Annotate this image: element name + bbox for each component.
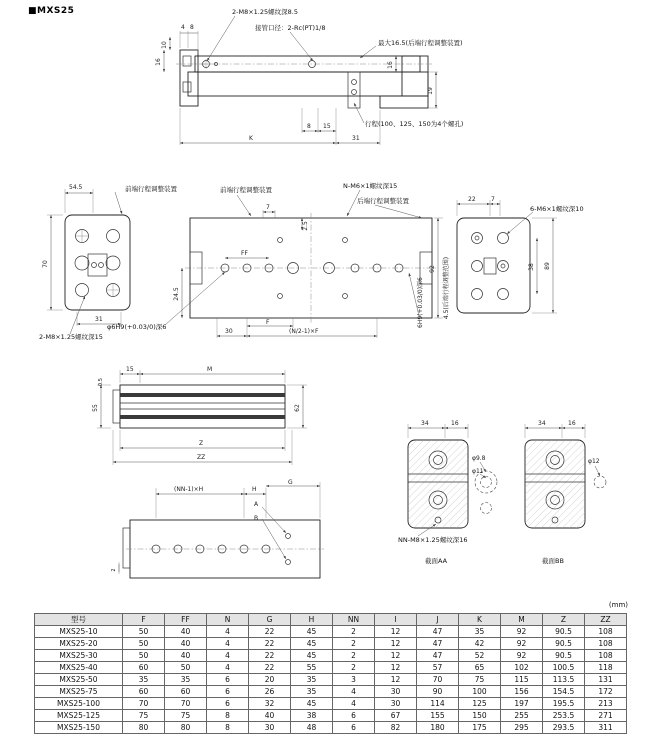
dim-38: 38 xyxy=(528,263,535,271)
dim-cell: 48 xyxy=(291,722,333,734)
dia-9-8-label: φ9.8 xyxy=(472,455,486,462)
dimension-table-body xyxy=(35,626,627,734)
dim-cell: 75 xyxy=(165,710,207,722)
section-mark-A: A xyxy=(254,501,259,508)
table-row xyxy=(35,710,627,722)
dim-70: 70 xyxy=(42,260,49,268)
dim-cell: 47 xyxy=(417,650,459,662)
dim-cell: 50 xyxy=(123,650,165,662)
column-header: G xyxy=(249,614,291,626)
column-header: 型号 xyxy=(35,614,123,626)
dim-62: 62 xyxy=(294,404,301,412)
dim-cell: 30 xyxy=(375,698,417,710)
dim-cell: 2 xyxy=(333,650,375,662)
dim-cell: 102 xyxy=(501,662,543,674)
dim-cell: 30 xyxy=(375,686,417,698)
dim-cell: 50 xyxy=(123,638,165,650)
model-cell: MXS25-150 xyxy=(35,722,123,734)
dim-cell: 108 xyxy=(585,650,627,662)
dim-pitch-H: (NN-1)×H xyxy=(174,486,204,493)
dim-cell: 22 xyxy=(249,650,291,662)
dim-16-right: 16 xyxy=(387,61,394,69)
dim-cell: 80 xyxy=(123,722,165,734)
dim-cell: 45 xyxy=(291,698,333,710)
dim-cell: 100.5 xyxy=(543,662,585,674)
units-label: (mm) xyxy=(608,601,628,609)
side-view-drawing xyxy=(85,362,330,477)
dowel-hole-note-right: 6H9(+0.03/0)深6 xyxy=(417,277,424,328)
dim-cell: 180 xyxy=(417,722,459,734)
dim-cell: 92 xyxy=(501,650,543,662)
top-view-leaders xyxy=(207,16,376,123)
dim-54-5: 54.5 xyxy=(69,184,83,191)
dim-cell: 22 xyxy=(249,626,291,638)
dim-2-5: 2.5 xyxy=(302,221,309,231)
dia-12-label: φ12 xyxy=(588,458,600,465)
dim-cell: 115 xyxy=(501,674,543,686)
table-row xyxy=(35,626,627,638)
dim-cell: 8 xyxy=(207,710,249,722)
left-end-view-dimensions xyxy=(47,189,122,334)
model-cell: MXS25-75 xyxy=(35,686,123,698)
plan-view-body xyxy=(185,213,437,323)
annotation-port: 接管口径：2-Rc(PT)1/8 xyxy=(255,24,326,32)
column-header: N xyxy=(207,614,249,626)
model-cell: MXS25-125 xyxy=(35,710,123,722)
column-header: K xyxy=(459,614,501,626)
dim-22: 22 xyxy=(468,196,476,203)
dim-ZZ: ZZ xyxy=(197,454,206,461)
dim-92: 92 xyxy=(429,265,436,273)
page-title: ■MXS25 xyxy=(28,6,75,16)
dim-cell: 154.5 xyxy=(543,686,585,698)
plan-view-dimensions xyxy=(165,190,443,338)
section-aa xyxy=(408,440,468,528)
cross-sections-drawing xyxy=(388,412,643,597)
dim-cell: 70 xyxy=(123,698,165,710)
column-header: NN xyxy=(333,614,375,626)
dim-cell: 108 xyxy=(585,638,627,650)
dim-cell: 40 xyxy=(165,626,207,638)
dim-cell: 6 xyxy=(333,722,375,734)
dim-89: 89 xyxy=(544,262,551,270)
dim-cell: 155 xyxy=(417,710,459,722)
dim-31: 31 xyxy=(95,316,103,323)
dim-cell: 4 xyxy=(333,698,375,710)
dim-34-aa: 34 xyxy=(421,420,429,427)
dim-cell: 4 xyxy=(207,650,249,662)
plan-front-adjuster-label: 前端行程调整装置 xyxy=(220,186,272,194)
dim-15-side: 15 xyxy=(126,366,134,373)
table-row xyxy=(35,698,627,710)
section-aa-thread-note: NN-M8×1.25螺纹深16 xyxy=(398,536,468,544)
rear-adjust-range-note: 4.5(后端行程调整范围) xyxy=(443,256,450,320)
dim-cell: 213 xyxy=(585,698,627,710)
dim-15: 15 xyxy=(323,123,331,130)
dim-19: 19 xyxy=(427,87,434,95)
dim-M: M xyxy=(207,366,213,373)
dim-cell: 45 xyxy=(291,650,333,662)
plan-rear-adjuster-label: 后端行程调整装置 xyxy=(357,197,409,205)
dim-cell: 45 xyxy=(291,626,333,638)
dim-cell: 42 xyxy=(459,638,501,650)
dim-cell: 172 xyxy=(585,686,627,698)
dim-cell: 52 xyxy=(459,650,501,662)
dim-cell: 60 xyxy=(123,686,165,698)
dim-cell: 12 xyxy=(375,650,417,662)
dim-cell: 100 xyxy=(459,686,501,698)
dim-cell: 197 xyxy=(501,698,543,710)
dim-cell: 6 xyxy=(207,674,249,686)
dim-F: F xyxy=(266,319,270,326)
dim-cell: 26 xyxy=(249,686,291,698)
model-cell: MXS25-40 xyxy=(35,662,123,674)
dim-cell: 75 xyxy=(459,674,501,686)
annotation-stroke-holes: 行程(100、125、150为4个螺孔) xyxy=(365,120,464,128)
dim-16-aa: 16 xyxy=(451,420,459,427)
column-header: FF xyxy=(165,614,207,626)
dim-24-5: 24.5 xyxy=(173,287,180,301)
dim-cell: 55 xyxy=(291,662,333,674)
dim-8-bottom: 8 xyxy=(307,123,311,130)
dim-cell: 311 xyxy=(585,722,627,734)
table-row xyxy=(35,722,627,734)
table-row xyxy=(35,638,627,650)
column-header: ZZ xyxy=(585,614,627,626)
dim-cell: 60 xyxy=(165,686,207,698)
dimension-table xyxy=(34,613,627,734)
table-row xyxy=(35,650,627,662)
dim-cell: 113.5 xyxy=(543,674,585,686)
dim-G: G xyxy=(288,479,293,486)
dim-cell: 2 xyxy=(333,662,375,674)
dowel-hole-note: φ6H9(+0.03/0)深6 xyxy=(107,323,167,331)
model-cell: MXS25-30 xyxy=(35,650,123,662)
left-view-thread-note: 2-M8×1.25螺纹深15 xyxy=(39,333,103,341)
column-header: F xyxy=(123,614,165,626)
dim-cell: 40 xyxy=(165,650,207,662)
dim-cell: 150 xyxy=(459,710,501,722)
dim-4: 4 xyxy=(181,24,185,31)
dim-cell: 38 xyxy=(291,710,333,722)
plan-view-drawing xyxy=(25,178,635,358)
dim-cell: 4 xyxy=(333,686,375,698)
top-view-drawing xyxy=(140,4,480,164)
dim-cell: 35 xyxy=(459,626,501,638)
dim-cell: 45 xyxy=(291,638,333,650)
dim-cell: 22 xyxy=(249,662,291,674)
annotation-thread: 2-M8×1.25螺纹深8.5 xyxy=(232,8,298,16)
dim-cell: 92 xyxy=(501,626,543,638)
table-row xyxy=(35,686,627,698)
dim-cell: 293.5 xyxy=(543,722,585,734)
dim-cell: 6 xyxy=(207,698,249,710)
dim-cell: 118 xyxy=(585,662,627,674)
dim-cell: 271 xyxy=(585,710,627,722)
dim-cell: 12 xyxy=(375,662,417,674)
annotation-max-stroke-adjuster: 最大16.5(后端行程调整装置) xyxy=(378,39,463,47)
dim-cell: 35 xyxy=(123,674,165,686)
front-adjuster-label: 前端行程调整装置 xyxy=(125,185,177,193)
column-header: H xyxy=(291,614,333,626)
dim-cell: 195.5 xyxy=(543,698,585,710)
dim-8-top: 8 xyxy=(190,24,194,31)
dim-16-left: 16 xyxy=(155,58,162,66)
dim-Z: Z xyxy=(199,440,204,447)
dim-cell: 12 xyxy=(375,626,417,638)
dim-cell: 35 xyxy=(291,686,333,698)
section-aa-caption: 截面AA xyxy=(425,557,448,565)
dim-cell: 12 xyxy=(375,638,417,650)
section-bb-caption: 截面BB xyxy=(542,557,564,565)
dim-cell: 47 xyxy=(417,626,459,638)
section-mark-B: B xyxy=(254,515,259,522)
dim-cell: 92 xyxy=(501,638,543,650)
dim-55: 55 xyxy=(92,404,99,412)
dim-34-bb: 34 xyxy=(538,420,546,427)
dim-cell: 60 xyxy=(123,662,165,674)
dim-30: 30 xyxy=(225,328,233,335)
dim-cell: 35 xyxy=(165,674,207,686)
plan-thread-note: N-M6×1螺纹深15 xyxy=(343,182,398,190)
dim-cell: 67 xyxy=(375,710,417,722)
dim-cell: 8 xyxy=(207,722,249,734)
dim-cell: 20 xyxy=(249,674,291,686)
dim-7-plan: 7 xyxy=(266,204,270,211)
table-row xyxy=(35,674,627,686)
bottom-view-drawing xyxy=(108,478,343,596)
dim-cell: 175 xyxy=(459,722,501,734)
model-cell: MXS25-20 xyxy=(35,638,123,650)
dim-cell: 70 xyxy=(417,674,459,686)
dim-cell: 90 xyxy=(417,686,459,698)
dim-cell: 156 xyxy=(501,686,543,698)
dim-cell: 22 xyxy=(249,638,291,650)
dim-H: H xyxy=(252,486,257,493)
dim-7-right-view: 7 xyxy=(491,196,495,203)
dim-2: 2 xyxy=(111,568,117,572)
dim-cell: 2 xyxy=(333,638,375,650)
dim-cell: 40 xyxy=(165,638,207,650)
dim-cell: 80 xyxy=(165,722,207,734)
column-header: M xyxy=(501,614,543,626)
column-header: J xyxy=(417,614,459,626)
section-bb xyxy=(525,440,585,528)
bottom-view-body xyxy=(123,520,324,578)
dim-cell: 90.5 xyxy=(543,626,585,638)
dim-0-5: 0.5 xyxy=(98,378,104,386)
dim-cell: 131 xyxy=(585,674,627,686)
dim-cell: 30 xyxy=(249,722,291,734)
dim-cell: 114 xyxy=(417,698,459,710)
dim-16-bb: 16 xyxy=(568,420,576,427)
dim-cell: 12 xyxy=(375,674,417,686)
dim-cell: 253.5 xyxy=(543,710,585,722)
dim-cell: 4 xyxy=(207,638,249,650)
dim-cell: 2 xyxy=(333,626,375,638)
table-row xyxy=(35,662,627,674)
dim-cell: 4 xyxy=(207,662,249,674)
dim-cell: 50 xyxy=(165,662,207,674)
right-end-view xyxy=(457,218,530,313)
model-cell: MXS25-50 xyxy=(35,674,123,686)
dim-cell: 6 xyxy=(207,686,249,698)
dim-cell: 90.5 xyxy=(543,650,585,662)
dim-cell: 4 xyxy=(207,626,249,638)
column-header: I xyxy=(375,614,417,626)
dim-cell: 108 xyxy=(585,626,627,638)
right-view-thread-note: 6-M6×1螺纹深10 xyxy=(530,205,584,213)
dim-cell: 32 xyxy=(249,698,291,710)
dim-cell: 57 xyxy=(417,662,459,674)
dim-31-top-view: 31 xyxy=(352,135,360,142)
dim-cell: 35 xyxy=(291,674,333,686)
left-end-view xyxy=(65,215,130,310)
dim-cell: 75 xyxy=(123,710,165,722)
dim-cell: 82 xyxy=(375,722,417,734)
table-header-row xyxy=(35,614,627,626)
dim-cell: 295 xyxy=(501,722,543,734)
top-view-body-outline xyxy=(176,50,432,108)
dim-cell: 3 xyxy=(333,674,375,686)
dim-K: K xyxy=(249,135,253,142)
dim-cell: 70 xyxy=(165,698,207,710)
dim-cell: 90.5 xyxy=(543,638,585,650)
dim-pitch-F: (N/2-1)×F xyxy=(289,328,319,335)
column-header: Z xyxy=(543,614,585,626)
dia-11-label: φ11 xyxy=(472,468,484,475)
dim-cell: 125 xyxy=(459,698,501,710)
dim-FF: FF xyxy=(241,250,248,257)
dim-cell: 65 xyxy=(459,662,501,674)
dim-cell: 6 xyxy=(333,710,375,722)
dim-cell: 47 xyxy=(417,638,459,650)
side-view-body xyxy=(113,385,285,428)
model-cell: MXS25-100 xyxy=(35,698,123,710)
dim-cell: 255 xyxy=(501,710,543,722)
dim-cell: 40 xyxy=(249,710,291,722)
dim-10: 10 xyxy=(161,41,168,49)
model-cell: MXS25-10 xyxy=(35,626,123,638)
dim-cell: 50 xyxy=(123,626,165,638)
